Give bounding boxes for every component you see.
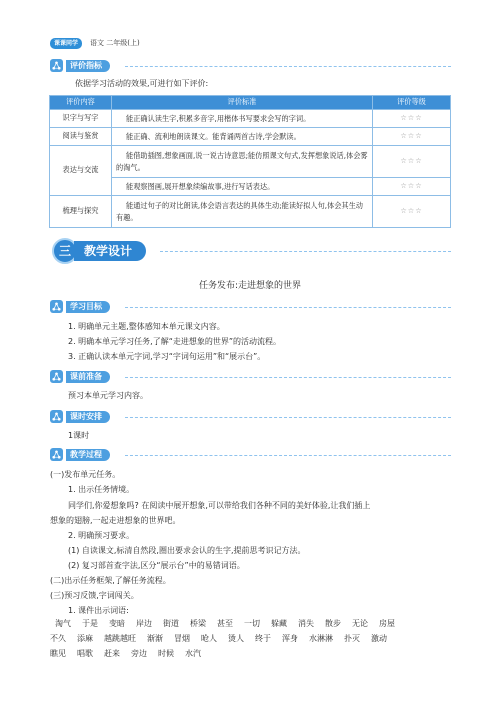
word: 烫人 [228, 634, 244, 643]
network-icon [50, 300, 63, 313]
word: 桥梁 [190, 619, 206, 628]
table-cell-criteria [112, 110, 373, 128]
section-title: 教学过程 [66, 449, 110, 461]
process-line: 1. 出示任务情境。 [68, 485, 135, 494]
section-number: 三 [52, 238, 78, 264]
word: 旁边 [131, 649, 147, 658]
network-icon [50, 410, 63, 423]
publisher-logo: 课课同学 [50, 38, 82, 49]
table-cell-category: 阅读与鉴赏 [50, 128, 112, 146]
process-line: (三)预习反馈,字词闯关。 [50, 591, 139, 600]
word: 添麻 [77, 634, 93, 643]
table-cell-grade: ☆☆☆ [373, 178, 451, 196]
section-title: 课前准备 [66, 371, 110, 383]
divider [125, 417, 451, 418]
table-cell-category: 表达与交流 [50, 146, 112, 196]
section-heading-goals [50, 300, 110, 313]
criteria-text: 能借助插图,想象画面,说一说古诗意思;能仿照课文句式,发挥想象说话,体会雾的淘气。 [116, 151, 368, 172]
prep-text: 预习本单元学习内容。 [68, 391, 148, 400]
section-title: 评价指标 [66, 60, 110, 72]
process-line: 想象的翅膀,一起走进想象的世界吧。 [50, 516, 181, 525]
word: 甚至 [217, 619, 233, 628]
word: 房屋 [379, 619, 395, 628]
table-cell-criteria [112, 196, 373, 228]
word: 一切 [244, 619, 260, 628]
table-row [50, 146, 451, 178]
word: 冒烟 [174, 634, 190, 643]
section-heading-prep [50, 370, 110, 383]
word: 散步 [325, 619, 341, 628]
criteria-text: 能正确认读生字,积累多音字,用楷体书写要求会写的字词。 [126, 113, 311, 123]
word: 越跳越旺 [104, 634, 136, 643]
table-cell-criteria [112, 128, 373, 146]
table-cell-criteria [112, 178, 373, 196]
section-title: 学习目标 [66, 301, 110, 313]
network-icon [50, 59, 63, 72]
network-icon [50, 448, 63, 461]
word: 不久 [50, 634, 66, 643]
criteria-text: 能观察图画,展开想象续编故事,进行写话表达。 [126, 181, 275, 191]
divider [125, 307, 451, 308]
word: 瞧见 [50, 649, 66, 658]
table-header-row [50, 96, 451, 110]
word: 消失 [298, 619, 314, 628]
word: 终于 [255, 634, 271, 643]
section-title: 课时安排 [66, 411, 110, 423]
header-subject: 语文 二年级(上) [90, 39, 140, 47]
banner-title: 教学设计 [74, 241, 146, 261]
word: 无论 [352, 619, 368, 628]
word: 变暗 [109, 619, 125, 628]
section-heading-evaluation [50, 59, 110, 72]
network-icon [50, 370, 63, 383]
criteria-text: 能正确、流利地朗读课文。能背诵两首古诗,学会默读。 [126, 131, 301, 141]
table-row [50, 128, 451, 146]
goal-item: 1. 明确单元主题,整体感知本单元课文内容。 [68, 322, 225, 331]
word: 街道 [163, 619, 179, 628]
word-row [50, 634, 398, 644]
divider [125, 66, 451, 67]
process-line: 1. 课件出示词语: [68, 606, 129, 615]
table-cell-grade: ☆☆☆ [373, 110, 451, 128]
column-header: 评价等级 [373, 96, 451, 110]
word: 激动 [371, 634, 387, 643]
process-line: (2) 复习部首查字法,区分“展示台”中的易错词语。 [68, 561, 245, 570]
process-line: (一)发布单元任务。 [50, 470, 121, 479]
evaluation-table [49, 95, 451, 228]
table-cell-category: 梳理与探究 [50, 196, 112, 228]
process-line: (二)出示任务框架,了解任务流程。 [50, 576, 171, 585]
table-row [50, 110, 451, 128]
word: 淘气 [55, 619, 71, 628]
word: 唱歌 [77, 649, 93, 658]
table-cell-criteria [112, 146, 373, 178]
word: 时候 [158, 649, 174, 658]
word: 岸边 [136, 619, 152, 628]
column-header: 评价内容 [50, 96, 112, 110]
evaluation-intro: 依据学习活动的效果,可进行如下评价: [75, 79, 209, 88]
schedule-text: 1课时 [68, 431, 90, 440]
process-line: 同学们,你爱想象吗? 在阅读中展开想象,可以带给我们各种不同的美好体验,让我们插上 [68, 501, 371, 510]
word: 躲藏 [271, 619, 287, 628]
word: 水淋淋 [309, 634, 333, 643]
word: 渐渐 [147, 634, 163, 643]
word: 呛人 [201, 634, 217, 643]
teaching-design-banner [52, 238, 146, 264]
divider [125, 377, 451, 378]
table-cell-category: 识字与写字 [50, 110, 112, 128]
word-row [55, 619, 406, 629]
section-heading-process [50, 448, 110, 461]
table-cell-grade: ☆☆☆ [373, 146, 451, 178]
table-cell-grade: ☆☆☆ [373, 128, 451, 146]
goal-item: 2. 明确本单元学习任务,了解“走进想象的世界”的活动流程。 [68, 337, 282, 346]
divider [160, 251, 451, 252]
section-heading-schedule [50, 410, 110, 423]
process-line: (1) 自读课文,标清自然段,圈出要求会认的生字,提前思考识记方法。 [68, 546, 306, 555]
word: 浑身 [282, 634, 298, 643]
column-header: 评价标准 [112, 96, 373, 110]
process-line: 2. 明确预习要求。 [68, 531, 135, 540]
goal-item: 3. 正确认读本单元字词,学习“字词句运用”和“展示台”。 [68, 352, 266, 361]
task-title: 任务发布:走进想象的世界 [198, 281, 302, 291]
word: 水汽 [185, 649, 201, 658]
word: 赶来 [104, 649, 120, 658]
table-cell-grade: ☆☆☆ [373, 196, 451, 228]
divider [125, 455, 451, 456]
table-row [50, 196, 451, 228]
word: 扑灭 [344, 634, 360, 643]
word-row [50, 649, 212, 659]
word: 于是 [82, 619, 98, 628]
criteria-text: 能通过句子的对比朗读,体会语言表达的具体生动;能读好拟人句,体会其生动有趣。 [116, 201, 363, 222]
